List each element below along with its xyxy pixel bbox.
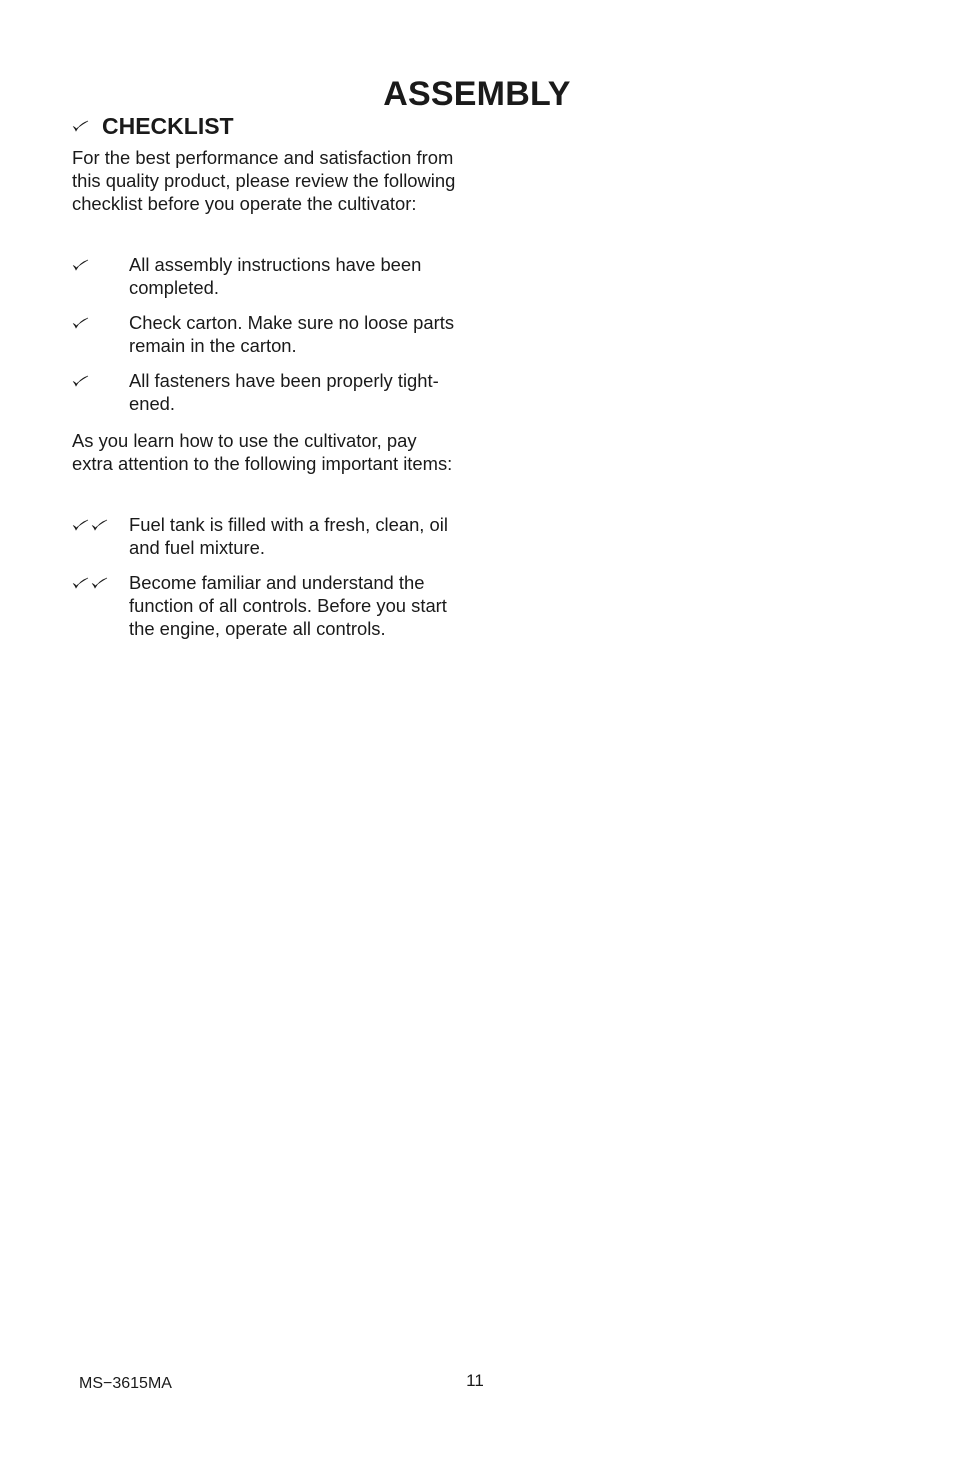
item-marker [72,369,129,392]
page-number [0,1371,954,1391]
check-mark-icon [72,577,89,589]
checklist-item-text: All assembly instructions have been completed. [129,254,422,298]
check-mark-icon [72,120,89,132]
page-number-text: 11 [466,1371,484,1390]
learn-intro-paragraph: As you learn how to use the cultivator, pay extra attention to the following important items: [72,430,453,474]
section-heading-text: CHECKLIST [102,113,234,139]
checklist-item-text: All fasteners have been properly tight-ened. [129,370,439,414]
learn-intro [72,429,462,475]
check-mark-icon [72,317,89,329]
checklist-item [72,311,462,357]
item-marker [72,253,129,276]
checklist-items [72,253,462,427]
section-heading-checklist [72,112,234,140]
important-item-text: Become familiar and understand the function of all controls. Before you start the engine, operate all controls. [129,572,447,639]
check-mark-icon [72,375,89,387]
important-items [72,513,462,652]
important-item [72,571,462,640]
check-mark-icon [91,577,108,589]
checklist-item [72,369,462,415]
page-title: ASSEMBLY [383,75,571,113]
check-mark-icon [72,519,89,531]
checklist-intro [72,146,462,215]
check-mark-icon [91,519,108,531]
document-code: MS−3615MA [79,1375,172,1392]
checklist-item [72,253,462,299]
important-item-text: Fuel tank is filled with a fresh, clean, oil and fuel mixture. [129,514,448,558]
important-item [72,513,462,559]
intro-paragraph: For the best performance and satisfaction from this quality product, please review the following checklist before you operate the cultivator: [72,147,456,214]
item-marker [72,513,129,536]
item-marker [72,311,129,334]
checklist-item-text: Check carton. Make sure no loose parts remain in the carton. [129,312,455,356]
check-mark-icon [72,259,89,271]
item-marker [72,571,129,594]
